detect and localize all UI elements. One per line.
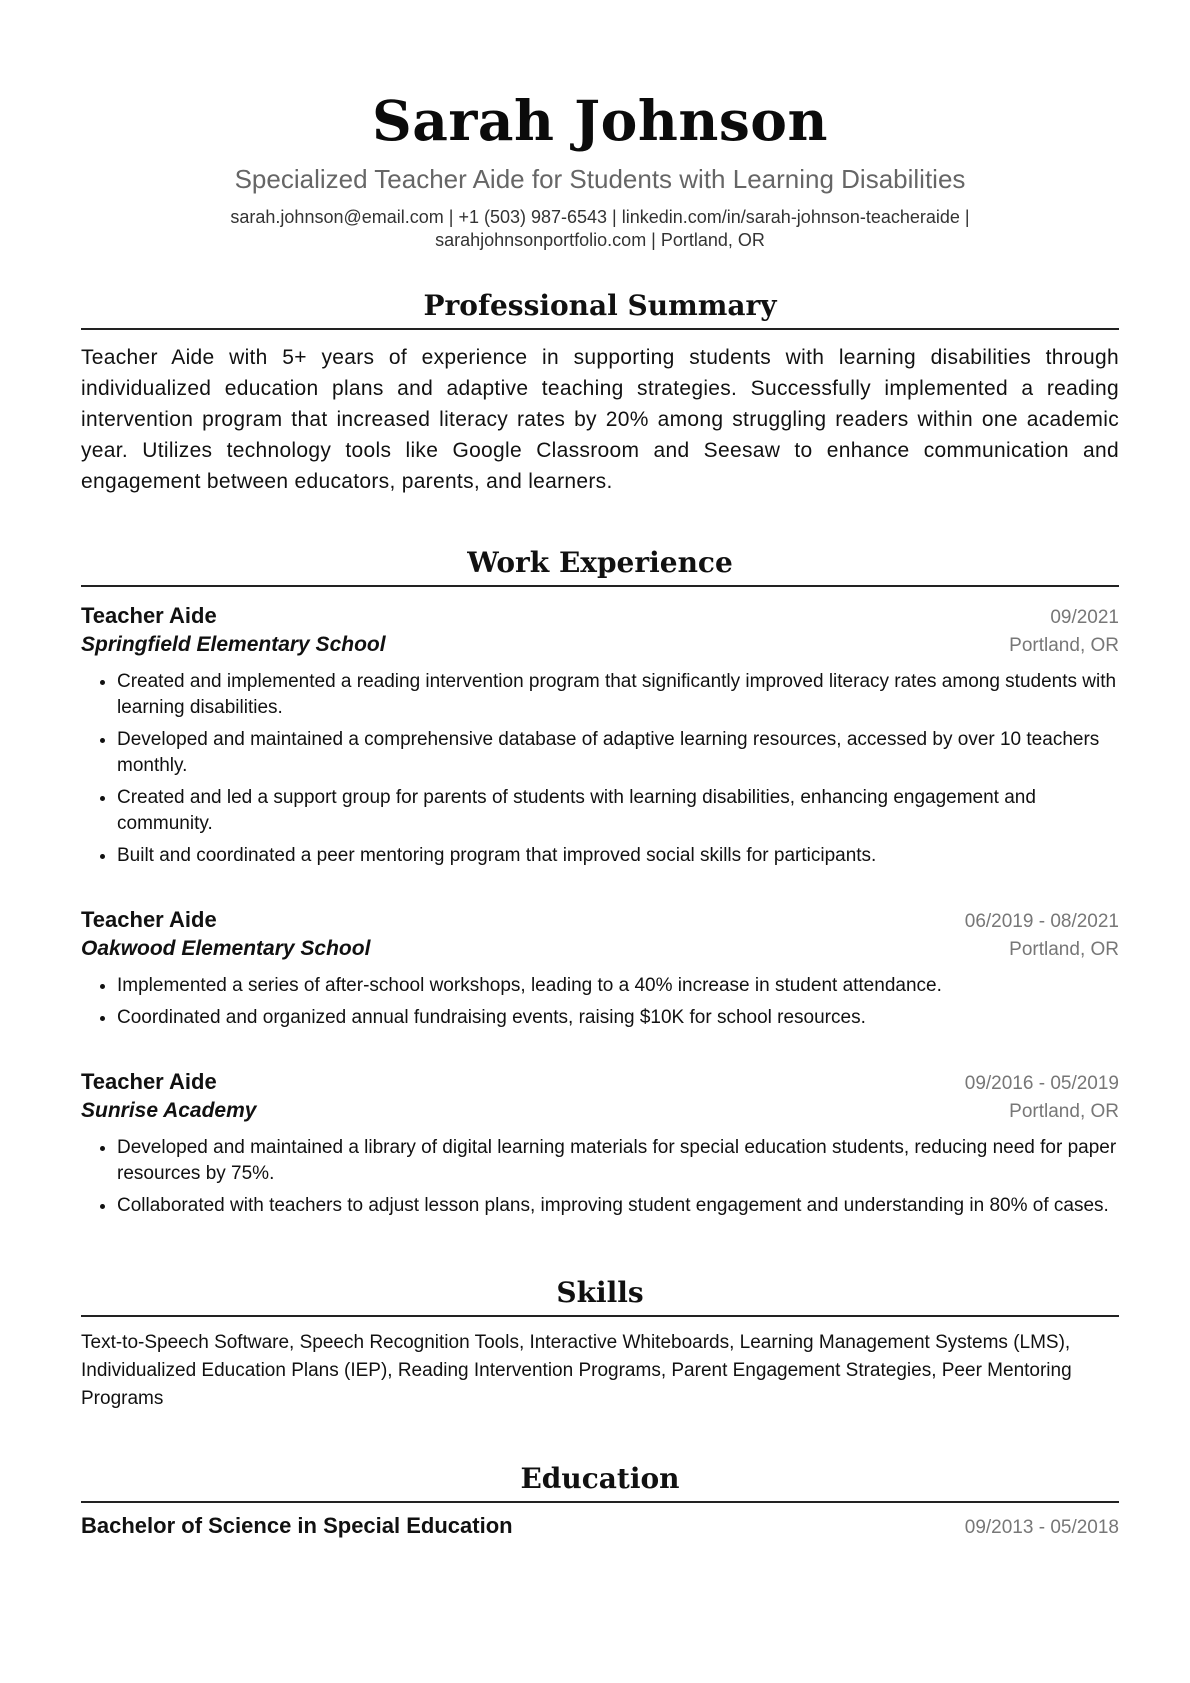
job-bullet: • Coordinated and organized annual fundraising events, raising $10K for school resources.	[117, 1005, 1119, 1031]
job-location: Portland, OR	[1009, 939, 1119, 960]
candidate-tagline: Specialized Teacher Aide for Students with Learning Disabilities	[234, 164, 966, 194]
resume-page	[81, 0, 1119, 1541]
candidate-name: Sarah Johnson	[372, 88, 828, 153]
contact-info	[81, 206, 1119, 252]
section-title-education: Education	[81, 1459, 1119, 1503]
education-date: 09/2013 - 05/2018	[964, 1517, 1119, 1538]
summary-text: Teacher Aide with 5+ years of experience in supporting students with learning disabilities through individualized education plans and adaptive teaching strategies. Successfully implemented a reading intervention program that increased literacy rates by 20% among struggling readers within one academic year. Utilizes technology tools like Google Classroom and Seesaw to enhance communication and engagement between educators, parents, and learners.	[81, 346, 1119, 493]
job-bullet: • Created and led a support group for parents of students with learning disabilities, enhancing engagement and community.	[117, 785, 1119, 837]
job-title: Teacher Aide	[81, 603, 217, 628]
job-entry	[81, 601, 1119, 869]
job-title: Teacher Aide	[81, 907, 217, 932]
section-title-skills: Skills	[81, 1273, 1119, 1317]
section-title-work: Work Experience	[81, 543, 1119, 587]
section-title-summary: Professional Summary	[81, 286, 1119, 330]
job-company: Sunrise Academy	[81, 1099, 257, 1122]
job-date: 06/2019 - 08/2021	[964, 911, 1119, 932]
job-date: 09/2016 - 05/2019	[964, 1073, 1119, 1094]
education-entry	[81, 1511, 1119, 1541]
job-entry	[81, 1067, 1119, 1219]
job-bullet: • Created and implemented a reading intervention program that significantly improved literacy rates among students with learning disabilities.	[117, 669, 1119, 721]
contact-line-2: sarahjohnsonportfolio.com | Portland, OR	[435, 230, 765, 250]
job-date: 09/2021	[1050, 607, 1119, 628]
job-company: Springfield Elementary School	[81, 633, 386, 656]
job-bullet: • Developed and maintained a comprehensive database of adaptive learning resources, accessed by over 10 teachers monthly.	[117, 727, 1119, 779]
job-bullet: • Implemented a series of after-school workshops, leading to a 40% increase in student attendance.	[117, 973, 1119, 999]
job-entry	[81, 905, 1119, 1031]
contact-line-1: sarah.johnson@email.com | +1 (503) 987-6543 | linkedin.com/in/sarah-johnson-teacheraide |	[230, 207, 970, 227]
job-location: Portland, OR	[1009, 1101, 1119, 1122]
job-bullets	[81, 1135, 1119, 1219]
job-bullets	[81, 669, 1119, 869]
job-bullets	[81, 973, 1119, 1031]
job-company: Oakwood Elementary School	[81, 937, 371, 960]
degree-title: Bachelor of Science in Special Education	[81, 1513, 513, 1538]
skills-text: Text-to-Speech Software, Speech Recognition Tools, Interactive Whiteboards, Learning Management Systems (LMS), Individualized Education Plans (IEP), Reading Intervention Programs, Parent Engagement Strategies, Peer Mentoring Programs	[81, 1332, 1072, 1409]
job-title: Teacher Aide	[81, 1069, 217, 1094]
job-bullet: • Collaborated with teachers to adjust lesson plans, improving student engagement and understanding in 80% of cases.	[117, 1193, 1119, 1219]
job-bullet: • Built and coordinated a peer mentoring program that improved social skills for participants.	[117, 843, 1119, 869]
job-bullet: • Developed and maintained a library of digital learning materials for special education students, reducing need for paper resources by 75%.	[117, 1135, 1119, 1187]
job-location: Portland, OR	[1009, 635, 1119, 656]
